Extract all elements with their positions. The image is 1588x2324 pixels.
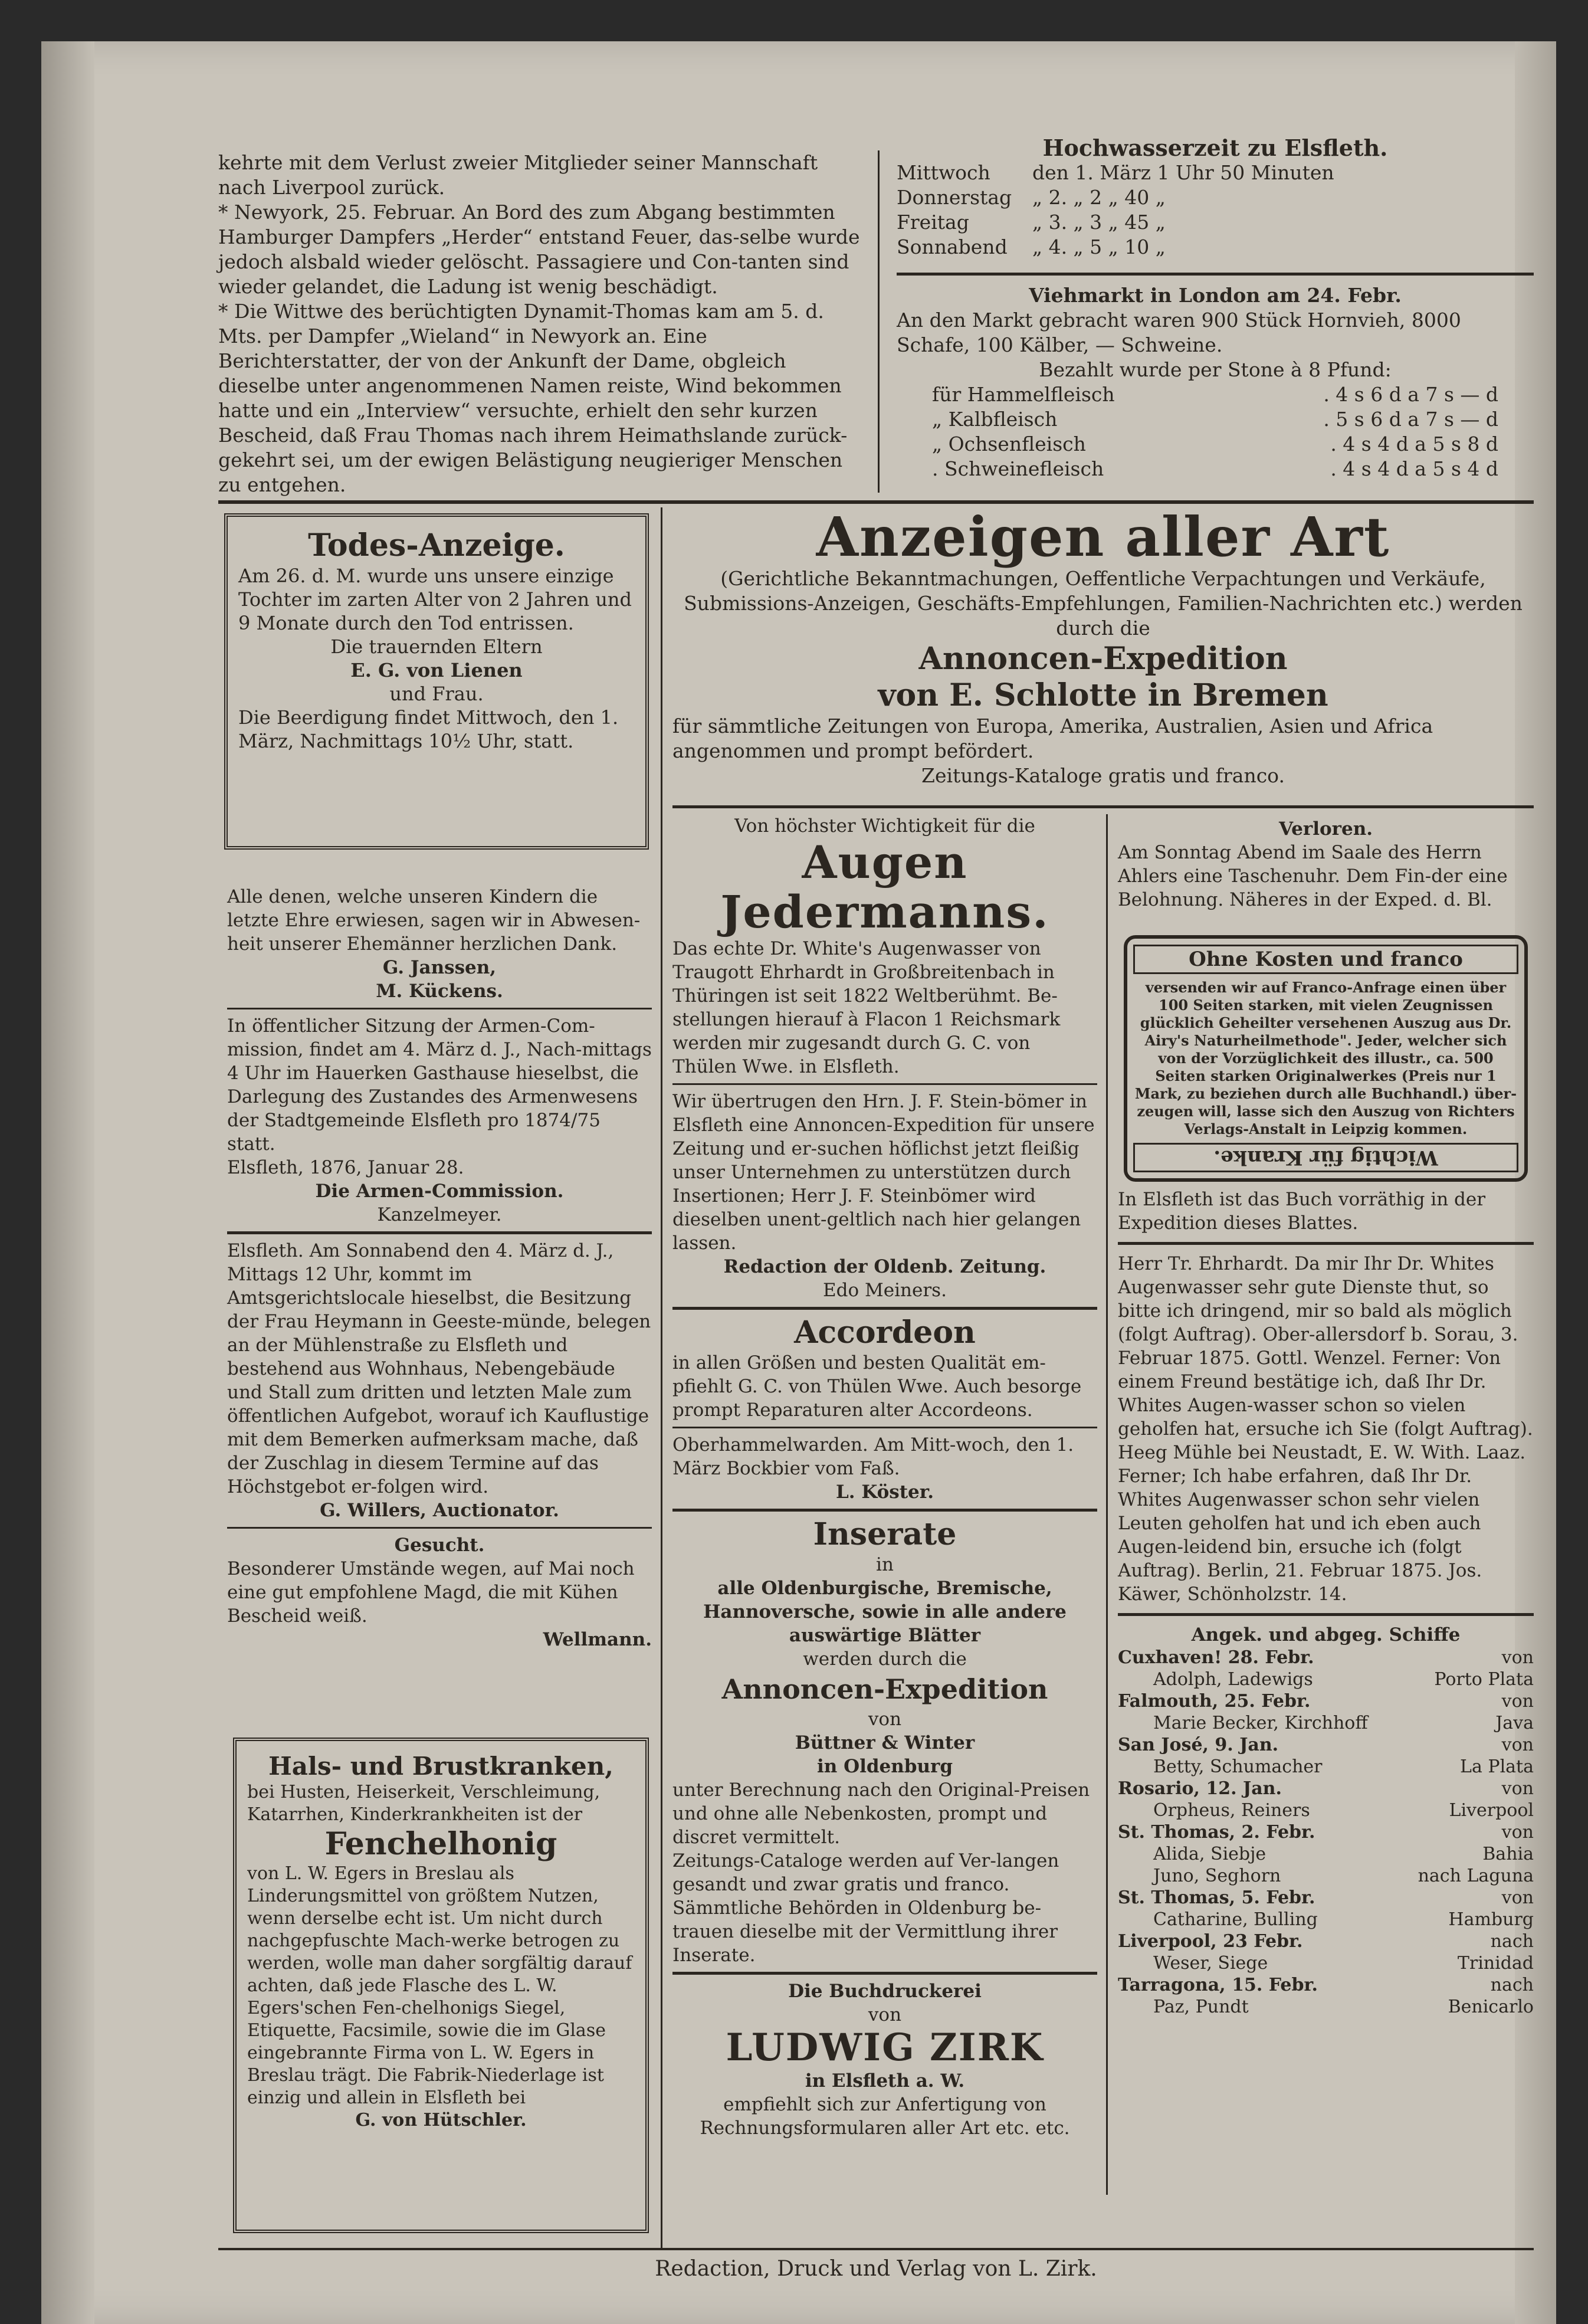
- druckerei-name: LUDWIG ZIRK: [726, 2025, 1044, 2070]
- fenchel-signature: G. von Hütschler.: [355, 2110, 527, 2130]
- gesucht-signature: Wellmann.: [543, 1629, 652, 1650]
- death-notice-names: E. G. von Lienen: [350, 659, 523, 681]
- ship-entry: Falmouth, 25. Febr. von: [1118, 1691, 1534, 1712]
- anzeigen-text: Zeitungs-Kataloge gratis und franco.: [921, 764, 1285, 787]
- death-notice-parents: Die trauernden Eltern: [330, 635, 543, 658]
- cattle-row: für Hammelfleisch . 4 s 6 d a 7 s — d: [932, 383, 1498, 406]
- ship-entry: Cuxhaven! 28. Febr. von: [1118, 1647, 1534, 1668]
- inserate-text: unter Berechnung nach den Original-Preisen und ohne alle Nebenkosten, prompt und discret vermittelt.: [672, 1779, 1090, 1848]
- section-rule: [672, 805, 1534, 808]
- column-3: [1118, 817, 1534, 2018]
- section-rule: [1118, 1613, 1534, 1616]
- thanks-signature: M. Kückens.: [376, 981, 503, 1002]
- fenchel-title: Fenchelhonig: [324, 1826, 557, 1862]
- kosten-ad: [1124, 935, 1528, 1182]
- tide-table: [897, 136, 1534, 260]
- anzeigen-von: von E. Schlotte in Bremen: [878, 677, 1328, 713]
- section-rule: [672, 1972, 1097, 1975]
- ship-entry: Weser, Siege Trinidad: [1153, 1953, 1534, 1974]
- kosten-after: In Elsfleth ist das Buch vorräthig in der Expedition dieses Blattes.: [1118, 1189, 1486, 1234]
- gesucht-title: Gesucht.: [394, 1535, 485, 1556]
- tide-row: Donnerstag „ 2. „ 2 „ 40 „: [897, 186, 1166, 209]
- news-paragraph: * Die Wittwe des berüchtigten Dynamit-Thomas kam am 5. d. Mts. per Dampfer „Wieland“ in Newyork an. Eine Berichterstatter, der von der Ankunft der Dame, obgleich dieselbe unter angenommenen Namen reiste, Wind bekommen hatte und ein „Interview“ versuchte, erhielt den sehr kurzen Bescheid, daß Frau Thomas nach ihrem Heimathslande zurück-gekehrt sei, um der ewigen Belästigung neugieriger Menschen zu entgehen.: [218, 300, 848, 496]
- ship-entry: St. Thomas, 2. Febr. von: [1118, 1822, 1534, 1843]
- kosten-bottom: Wichtig für Kranke.: [1133, 1143, 1518, 1172]
- tide-row: Freitag „ 3. „ 3 „ 45 „: [897, 211, 1166, 234]
- news-paragraph: kehrte mit dem Verlust zweier Mitglieder seiner Mannschaft nach Liverpool zurück.: [218, 151, 818, 199]
- anzeigen-title: Anzeigen aller Art: [816, 505, 1390, 569]
- augen-pre: Von höchster Wichtigkeit für die: [734, 815, 1035, 837]
- inserate-text: Zeitungs-Cataloge werden auf Ver-langen gesandt und zwar gratis und franco. Sämmtliche Behörden in Oldenburg be-trauen dieselbe mit der Vermittlung ihrer Inserate.: [672, 1850, 1059, 1966]
- thanks-signature: G. Janssen,: [382, 957, 497, 978]
- verloren-title: Verloren.: [1278, 818, 1373, 840]
- fenchel-head: Hals- und Brustkranken,: [268, 1752, 613, 1781]
- tide-row: Sonnabend „ 4. „ 5 „ 10 „: [897, 235, 1166, 258]
- druckerei-von: von: [868, 2004, 902, 2025]
- druckerei-text: empfiehlt sich zur Anfertigung von Rechnungsformularen aller Art etc. etc.: [700, 2094, 1070, 2139]
- auction-text: Elsfleth. Am Sonnabend den 4. März d. J., Mittags 12 Uhr, kommt im Amtsgerichtslocale hieselbst, die Besitzung der Frau Heymann in Geeste-münde, belegen an der Mühlenstraße zu Elsfleth und bestehend aus Wohnhaus, Nebengebäude und Stall zum dritten und letzten Male zum öffentlichen Aufgebot, worauf ich Kauflustige mit dem Bemerken aufmerksam mache, daß der Zuschlag in diesem Termine auf das Höchstgebot er-folgen wird.: [227, 1240, 651, 1497]
- section-rule: [672, 1509, 1097, 1512]
- section-rule: [227, 1231, 652, 1234]
- ship-entry: Juno, Seghorn nach Laguna: [1153, 1866, 1534, 1886]
- inserate-in: in: [876, 1554, 894, 1575]
- inserate-werden: werden durch die: [803, 1648, 967, 1670]
- death-notice-und: und Frau.: [389, 683, 484, 705]
- ship-entry: Marie Becker, Kirchhoff Java: [1153, 1713, 1534, 1733]
- ship-entry: Catharine, Bulling Hamburg: [1153, 1909, 1534, 1930]
- footer-imprint: Redaction, Druck und Verlag von L. Zirk.: [655, 2257, 1097, 2281]
- ships-title: Angek. und abgeg. Schiffe: [1191, 1624, 1461, 1646]
- armen-sub: Kanzelmeyer.: [377, 1204, 502, 1225]
- inserate-firm: Büttner & Winter: [795, 1732, 975, 1753]
- accordeon-text: in allen Größen und besten Qualität em-pfiehlt G. C. von Thülen Wwe. Auch besorge prompt Reparaturen alter Accordeons.: [672, 1352, 1082, 1421]
- anzeigen-ad: [672, 507, 1534, 788]
- fenchel-text: bei Husten, Heiserkeit, Verschleimung, Katarrhen, Kinderkrankheiten ist der: [247, 1782, 601, 1825]
- column-divider: [878, 150, 880, 493]
- ship-entry: St. Thomas, 5. Febr. von: [1118, 1887, 1534, 1908]
- armen-text: In öffentlicher Sitzung der Armen-Com-mission, findet am 4. März d. J., Nach-mittags 4 Uhr im Hauerken Gasthause hieselbst, die Darlegung des Zustandes des Armenwesens der Stadtgemeinde Elsfleth pro 1874/75 statt.: [227, 1015, 652, 1155]
- anzeigen-expedition: Annoncen-Expedition: [918, 641, 1288, 677]
- column-2: [672, 814, 1097, 2140]
- tide-title: Hochwasserzeit zu Elsfleth.: [1042, 135, 1388, 161]
- death-notice: [224, 513, 649, 850]
- ships-list: [1118, 1647, 1534, 2018]
- death-notice-title: Todes-Anzeige.: [308, 527, 565, 563]
- steinb-text: Wir übertrugen den Hrn. J. F. Stein-bömer in Elsfleth eine Annoncen-Expedition für unsere Zeitung und er-suchen höflichst jetzt fleißig unser Unternehmen zu unterstützen durch Insertionen; Herr J. F. Steinbömer wird dieselben unent-geltlich nach hier gelangen lassen.: [672, 1091, 1095, 1254]
- steinb-signature: Edo Meiners.: [823, 1280, 947, 1301]
- column-divider: [1106, 814, 1108, 2195]
- druckerei-city: in Elsfleth a. W.: [805, 2070, 965, 2092]
- section-rule: [1118, 1242, 1534, 1245]
- ship-entry: Paz, Pundt Benicarlo: [1153, 1997, 1534, 2017]
- cattle-row: . Schweinefleisch . 4 s 4 d a 5 s 4 d: [932, 457, 1498, 480]
- ship-entry: Orpheus, Reiners Liverpool: [1153, 1800, 1534, 1821]
- steinb-signature: Redaction der Oldenb. Zeitung.: [723, 1256, 1046, 1277]
- thanks-text: Alle denen, welche unseren Kindern die letzte Ehre erwiesen, sagen wir in Abwesen-heit unserer Ehemänner herzlichen Dank.: [227, 886, 641, 955]
- inserate-text: alle Oldenburgische, Bremische, Hannoversche, sowie in alle andere auswärtige Blätter: [703, 1578, 1067, 1646]
- anzeigen-text: (Gerichtliche Bekanntmachungen, Oeffentliche Verpachtungen und Verkäufe, Submissions-Anzeigen, Geschäfts-Empfehlungen, Familien-Nachrichten etc.) werden durch die: [684, 567, 1523, 640]
- column-1-lower: [227, 885, 652, 1651]
- death-notice-burial: Die Beerdigung findet Mittwoch, den 1. März, Nachmittags 10½ Uhr, statt.: [238, 706, 619, 752]
- death-notice-text: Am 26. d. M. wurde uns unsere einzige Tochter im zarten Alter von 2 Jahren und 9 Monate durch den Tod entrissen.: [238, 565, 632, 634]
- ship-entry: Tarragona, 15. Febr. nach: [1118, 1975, 1534, 1995]
- kosten-top: Ohne Kosten und franco: [1133, 945, 1518, 974]
- cattle-row: „ Ochsenfleisch . 4 s 4 d a 5 s 8 d: [932, 432, 1498, 455]
- section-rule: [672, 1083, 1097, 1085]
- inserate-von: von: [868, 1709, 902, 1730]
- tide-row: Mittwoch den 1. März 1 Uhr 50 Minuten: [897, 161, 1334, 184]
- augen-text: Das echte Dr. White's Augenwasser von Traugott Ehrhardt in Großbreitenbach in Thüringen ist seit 1822 Weltberühmt. Be-stellungen hierauf à Flacon 1 Reichsmark werden mir zugesandt durch G. C. von Thülen Wwe. in Elsfleth.: [672, 938, 1061, 1077]
- kosten-text: versenden wir auf Franco-Anfrage einen über 100 Seiten starken, mit vielen Zeugnissen glücklich Geheilter versehenen Auszug aus Dr. Airy's Naturheilmethode". Jeder, welcher sich von der Vorzüglichkeit des illustr., ca. 500 Seiten starken Originalwerkes (Preis nur 1 Mark, zu beziehen durch alle Buchhandl.) über-zeugen will, lasse sich den Auszug von Richters Verlags-Anstalt in Leipzig kommen.: [1134, 979, 1517, 1138]
- bockbier-text: Oberhammelwarden. Am Mitt-woch, den 1. März Bockbier vom Faß.: [672, 1434, 1074, 1479]
- verloren-text: Am Sonntag Abend im Saale des Herrn Ahlers eine Taschenuhr. Dem Fin-der eine Belohnung. Näheres in der Exped. d. Bl.: [1118, 842, 1508, 910]
- section-rule: [672, 1307, 1097, 1310]
- section-rule: [218, 500, 1534, 504]
- ehrhardt-text: Herr Tr. Ehrhardt. Da mir Ihr Dr. Whites Augenwasser sehr gute Dienste thut, so bitte ich dringend, mir so bald als möglich (folgt Auftrag). Ober-allersdorf b. Sorau, 3. Februar 1875. Gottl. Wenzel. Ferner: Von einem Freund bestätige ich, daß Ihr Dr. Whites Augen-wasser schon so vielen geholfen hat, ersuche ich Sie (folgt Auftrag). Heeg Mühle bei Neustadt, E. W. With. Laaz. Ferner; Ich habe erfahren, daß Ihr Dr. Whites Augenwasser schon sehr vielen Leuten geholfen hat und ich eben auch Augen-leidend bin, ersuche ich (folgt Auftrag). Berlin, 21. Februar 1875. Jos. Käwer, Schönholzstr. 14.: [1118, 1253, 1533, 1605]
- bockbier-signature: L. Köster.: [835, 1481, 934, 1503]
- cattle-intro: An den Markt gebracht waren 900 Stück Hornvieh, 8000 Schafe, 100 Kälber, — Schweine.: [897, 309, 1461, 356]
- ship-entry: San José, 9. Jan. von: [1118, 1735, 1534, 1755]
- footer-rule: [218, 2248, 1534, 2250]
- inserate-expedition: Annoncen-Expedition: [721, 1673, 1048, 1705]
- ship-entry: Alida, Siebje Bahia: [1153, 1844, 1534, 1864]
- anzeigen-text: für sämmtliche Zeitungen von Europa, Amerika, Australien, Asien und Africa angenommen und prompt befördert.: [672, 714, 1433, 762]
- cattle-title: Viehmarkt in London am 24. Febr.: [1029, 284, 1402, 307]
- news-column-top: [218, 150, 864, 497]
- inserate-city: in Oldenburg: [816, 1756, 953, 1777]
- column-divider: [661, 507, 662, 2248]
- cattle-market: [897, 283, 1534, 481]
- auction-signature: G. Willers, Auctionator.: [320, 1500, 559, 1521]
- ship-entry: Liverpool, 23 Febr. nach: [1118, 1931, 1534, 1952]
- ship-entry: Adolph, Ladewigs Porto Plata: [1153, 1669, 1534, 1690]
- armen-signature: Die Armen-Commission.: [315, 1181, 564, 1202]
- accordeon-title: Accordeon: [794, 1315, 976, 1351]
- section-rule: [897, 273, 1534, 276]
- armen-date: Elsfleth, 1876, Januar 28.: [227, 1157, 464, 1178]
- cattle-row: „ Kalbfleisch . 5 s 6 d a 7 s — d: [932, 408, 1498, 431]
- ship-entry: Betty, Schumacher La Plata: [1153, 1756, 1534, 1777]
- augen-title: Augen Jedermanns.: [720, 836, 1049, 938]
- section-rule: [227, 1527, 652, 1529]
- ship-entry: Rosario, 12. Jan. von: [1118, 1778, 1534, 1799]
- fenchelhonig-ad: [233, 1738, 649, 2233]
- fenchel-text: von L. W. Egers in Breslau als Linderungsmittel von größtem Nutzen, wenn derselbe echt ist. Um nicht durch nachgepfuschte Mach-werke betrogen zu werden, wolle man daher sorgfältig darauf achten, daß jede Flasche des L. W. Egers'schen Fen-chelhonigs Siegel, Etiquette, Facsimile, sowie die im Glase eingebrannte Firma von L. W. Egers in Breslau trägt. Die Fabrik-Niederlage ist einzig und allein in Elsfleth bei: [247, 1863, 632, 2108]
- cattle-paid: Bezahlt wurde per Stone à 8 Pfund:: [1039, 358, 1392, 381]
- section-rule: [227, 1008, 652, 1009]
- book-spine: [41, 41, 94, 2324]
- news-paragraph: * Newyork, 25. Februar. An Bord des zum Abgang bestimmten Hamburger Dampfers „Herder“ entstand Feuer, das-selbe wurde jedoch alsbald wieder gelöscht. Passagiere und Con-tanten sind wieder gelandet, die Ladung ist wenig beschädigt.: [218, 201, 860, 298]
- gesucht-text: Besonderer Umstände wegen, auf Mai noch eine gut empfohlene Magd, die mit Kühen Bescheid weiß.: [227, 1558, 635, 1627]
- section-rule: [672, 1427, 1097, 1428]
- druckerei-title: Die Buchdruckerei: [788, 1981, 982, 2002]
- inserate-title: Inserate: [813, 1516, 957, 1552]
